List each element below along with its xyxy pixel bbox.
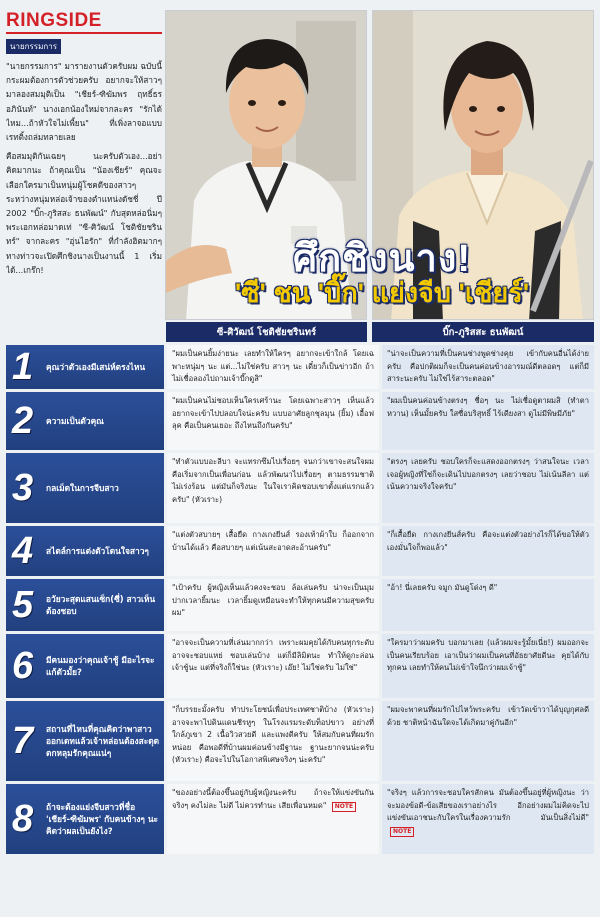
- qa-row-1: [6, 345, 594, 389]
- question-number: 8: [12, 798, 34, 840]
- section-label: นายกรรมการ: [6, 39, 61, 54]
- question-text: สถานที่ไหนที่คุณคิดว่าพาสาวออกเดทแล้วเจ้าหล่อนต้องสะดุด ตกหลุมรักคุณแน่ๆ: [46, 724, 160, 758]
- answer-zee: "อาจจะเป็นความที่เล่นมากกว่า เพราะผมคุยได้กับคนทุกระดับ อาจจะชอบแหย่ ชอบเล่นบ้าง แต่ก็มีลิมิตนะ ทำให้ดูกะล่อน เจ้าชู้นะ แต่ที่จริงก็ใช่นะ (หัวเราะ) เอ๊ย! ไม่ใช่ครับ ไม่ใช่": [167, 634, 379, 698]
- question-number: 4: [12, 530, 34, 572]
- intro-paragraph-1: "นายกรรมการ" มารายงานตัวครับผม ฉบับนี้กระผมต้องการตัวช่วยครับ อยากจะให้สาวๆ มาลองสมมุติเป็น "เชียร์-ฑิฆัมพร ฤทธิ์ธรอภินันท์" นางเอกน้องใหม่จากละคร "รักได้ไหม...ถ้าหัวใจไม่เพี้ยน" ที่เพิ่งลาจอแบบเรทติ้งถล่มทลายเลย: [6, 61, 162, 143]
- question-text: มีคนมองว่าคุณเจ้าชู้ มีอะไรจะแก้ตัวมั้ย?: [46, 655, 155, 677]
- answer-zee: "ก็บรรยะมั้งครับ ทำประโยชน์เพื่อประเทศชาติบ้าง (หัวเราะ) อาจจะพาไปดินแดนชีรหูๆ ในโรงแรมระดับท็อปขาว อย่างที่ใกล้ภูเขา 2 เนื้อวิวสวยดี และแพงดีครับ ให้สมกับคนที่ผมรักหน่อย คือพอดีที่บ้านผมค่อนข้างมีฐานะ ฐานะยากจนน่ะครับ (หัวเราะ) คือจะไปในโอกาสพิเศษจริงๆ น่ะครับ": [167, 701, 379, 781]
- question-cell: [6, 453, 164, 523]
- qa-row-5: [6, 579, 594, 631]
- question-number: 5: [12, 584, 34, 626]
- question-text: สไตล์การแต่งตัวโดนใจสาวๆ: [46, 546, 149, 556]
- question-cell: [6, 526, 164, 576]
- headline: [170, 240, 594, 307]
- answer-zee: "แต่งตัวสบายๆ เสื้อยืด กางเกงยีนส์ รองเท้าผ้าใบ ก็ออกจากบ้านได้แล้ว คือสบายๆ แต่เน้นสะอาดสะอ้านครับ": [167, 526, 379, 576]
- answer-zee: [167, 784, 379, 854]
- question-text: กลเม็ดในการจีบสาว: [46, 483, 119, 493]
- question-text: อวัยวะสุดแสนเซ็ก(ซี่) สาวเห็นต้องชอบ: [46, 594, 156, 616]
- question-number: 6: [12, 645, 34, 687]
- answer-big: "ก็เสื้อยืด กางเกงยีนส์ครับ คือจะแต่งตัวอย่างไรก็ได้ขอให้ตัวเองมั่นใจก็พอแล้ว": [382, 526, 594, 576]
- question-number: 1: [12, 346, 34, 388]
- ringside-logo: RINGSIDE: [6, 10, 162, 34]
- question-number: 7: [12, 720, 34, 762]
- headline-line-2: 'ซี' ชน 'บิ๊ก' แย่งจีบ 'เชียร์': [234, 278, 530, 308]
- name-big: บิ๊ก-ภูริสสะ ธนพัฒน์: [372, 322, 594, 342]
- qa-row-4: [6, 526, 594, 576]
- answer-zee-text: "ของอย่างนี้ต้องขึ้นอยู่กับผู้หญิงนะครับ ถ้าจะให้แข่งขันกันจริงๆ คงไม่ละ ไม่ดี ไม่ควรทำนะ เสียเพื่อนหมด": [172, 788, 374, 810]
- question-text: ความเป็นตัวคุณ: [46, 416, 104, 426]
- headline-line-1: ศึกชิงนาง!: [293, 238, 471, 280]
- answer-zee: "ทำตัวแบบอะลีบา จะแทรกซึมไปเรื่อยๆ จนกว่าเขาจะสนใจผม คือเริ่มจากเป็นเพื่อนก่อน แล้วพัฒนาไปเรื่อยๆ ตามธรรมชาติ ไม่เร่งร้อน แต่มันก็จริงนะ ในใจเราคิดชอบเขาตั้งแต่แรกแล้วครับ" (หัวเราะ): [167, 453, 379, 523]
- qa-row-2: [6, 392, 594, 450]
- intro-paragraph-2: คือสมมุติกันเฉยๆ นะครับตัวเอง...อย่าคิดมากนะ ถ้าคุณเป็น "น้องเชียร์" คุณจะเลือกใครมาเป็นหนุ่มผู้โชคดีของสาวๆ ระหว่างหนุ่มหล่อเจ้าของตำแหน่งดัชชี่ ปี 2002 "บิ๊ก-ภูริสสะ ธนพัฒน์" กับสุดหล่อนิ่มๆ พระเอกหล่อมาดเท่ "ซี-ศิวัฒน์ โชติชัยชรินทร์" จากละคร "อุ่นไอรัก" ที่กำลังฮิตมากๆ ทางท่าวจะเปิดศึกชิงนางเป็นงานนี้ 1 เริ่มได้...เกร๊ก!: [6, 151, 162, 275]
- answer-zee: "ผมเป็นคนยิ้มง่ายนะ เลยทำให้ใครๆ อยากจะเข้าใกล้ โดยเฉพาะหนุ่มๆ นะ แต่...ไม่ใช่ครับ สาวๆ นะ เดี๋ยวก็เป็นข่าวอีก ถ้าไม่เชื่อลองไปถามเจ้าบี๊กดูสิ": [167, 345, 379, 389]
- question-cell: [6, 345, 164, 389]
- question-number: 3: [12, 467, 34, 509]
- question-cell: [6, 701, 164, 781]
- answer-big: "ใครมาว่าผมครับ บอกมาเลย (แล้วผมจะรู้มั้ยเนี่ย!) ผมออกจะเป็นคนเรียบร้อย เอาเป็นว่าผมเป็นคนที่อัธยาศัยดีนะ คุยได้กับทุกคน เลยทำให้คนไม่เข้าใจนึกว่าผมเจ้าชู้": [382, 634, 594, 698]
- question-cell: [6, 784, 164, 854]
- note-tag: NOTE: [332, 802, 356, 812]
- qa-row-7: [6, 701, 594, 781]
- question-number: 2: [12, 400, 34, 442]
- intro-column: [6, 10, 162, 328]
- question-cell: [6, 392, 164, 450]
- qa-row-8: [6, 784, 594, 854]
- qa-row-6: [6, 634, 594, 698]
- name-zee: ซี-ศิวัฒน์ โชติชัยชรินทร์: [166, 322, 367, 342]
- answer-big: "อ้า! นี่เลยครับ จมูก มันดูโด่งๆ ดี": [382, 579, 594, 631]
- answer-big-text: "จริงๆ แล้วการจะชอบใครสักคน มันต้องขึ้นอยู่ที่ผู้หญิงนะ ว่าจะมองข้อดี-ข้อเสียของเราอย่างไร อีกอย่างผมไม่คิดจะไปแข่งขันเอาชนะกับใครในเรื่องความรัก มันเป็นสิ่งไม่ดี": [387, 788, 589, 823]
- answer-big: "ตรงๆ เลยครับ ชอบใครก็จะแสดงออกตรงๆ ว่าสนใจนะ เวลาเจอผู้หญิงที่ใช่ก็จะเดินไปบอกตรงๆ เลยว่าชอบ ไม่เน้นลีลา แต่เน้นความจริงใจครับ": [382, 453, 594, 523]
- answer-zee: "ผมเป็นคนไม่ชอบเห็นใครเศร้านะ โดยเฉพาะสาวๆ เห็นแล้วอยากจะเข้าไปปลอบใจน่ะครับ แบบอาศัยลูกชุลมุน (ยิ้ม) เอื้อฟลุค คือเป็นคนเยอะ ถึงไหนถึงกันครับ": [167, 392, 379, 450]
- question-text: ถ้าจะต้องแย่งจีบสาวที่ชื่อ 'เชียร์-ฑิฆัมพร' กับคนข้างๆ นะ คิดว่าผลเป็นยังไง?: [46, 802, 159, 836]
- question-cell: [6, 579, 164, 631]
- qa-table: [6, 345, 594, 857]
- answer-big: "ผมเป็นคนค่อนข้างตรงๆ ชื่อๆ นะ ไม่เชื่อดูตาผมสิ (ทำตาหวาน) เห็นมั้ยครับ ใสซื่อบริสุทธิ์ ไร้เดียงสา ดูไม่มีพิษมีภัย": [382, 392, 594, 450]
- note-tag: NOTE: [390, 827, 414, 837]
- qa-row-3: [6, 453, 594, 523]
- answer-zee: "เป้าครับ ผู้หญิงเห็นแล้วคงจะชอบ ล้อเล่นครับ น่าจะเป็นมุมปากเวลายิ้มนะ เวลายิ้มดูเหมือนจะทำให้ทุกคนมีความสุขครับผม": [167, 579, 379, 631]
- answer-big: "น่าจะเป็นความที่เป็นคนช่างพูดช่างคุย เข้ากับคนอื่นได้ง่ายครับ คือปกติผมก็จะเป็นคนค่อนข้างอารมณ์ดีตลอดๆ แต่ก็มีสาระนะครับ ไม่ใช่ไร้สาระตลอด": [382, 345, 594, 389]
- answer-big: "ผมจะพาคนที่ผมรักไปไหว้พระครับ เข้าวัดเข้าวาได้บุญกุศลดีด้วย ชาติหน้าฉันใดจะได้เกิดมาคู่กันอีก": [382, 701, 594, 781]
- answer-big: [382, 784, 594, 854]
- question-cell: [6, 634, 164, 698]
- question-text: คุณว่าตัวเองมีเสน่ห์ตรงไหน: [46, 362, 146, 372]
